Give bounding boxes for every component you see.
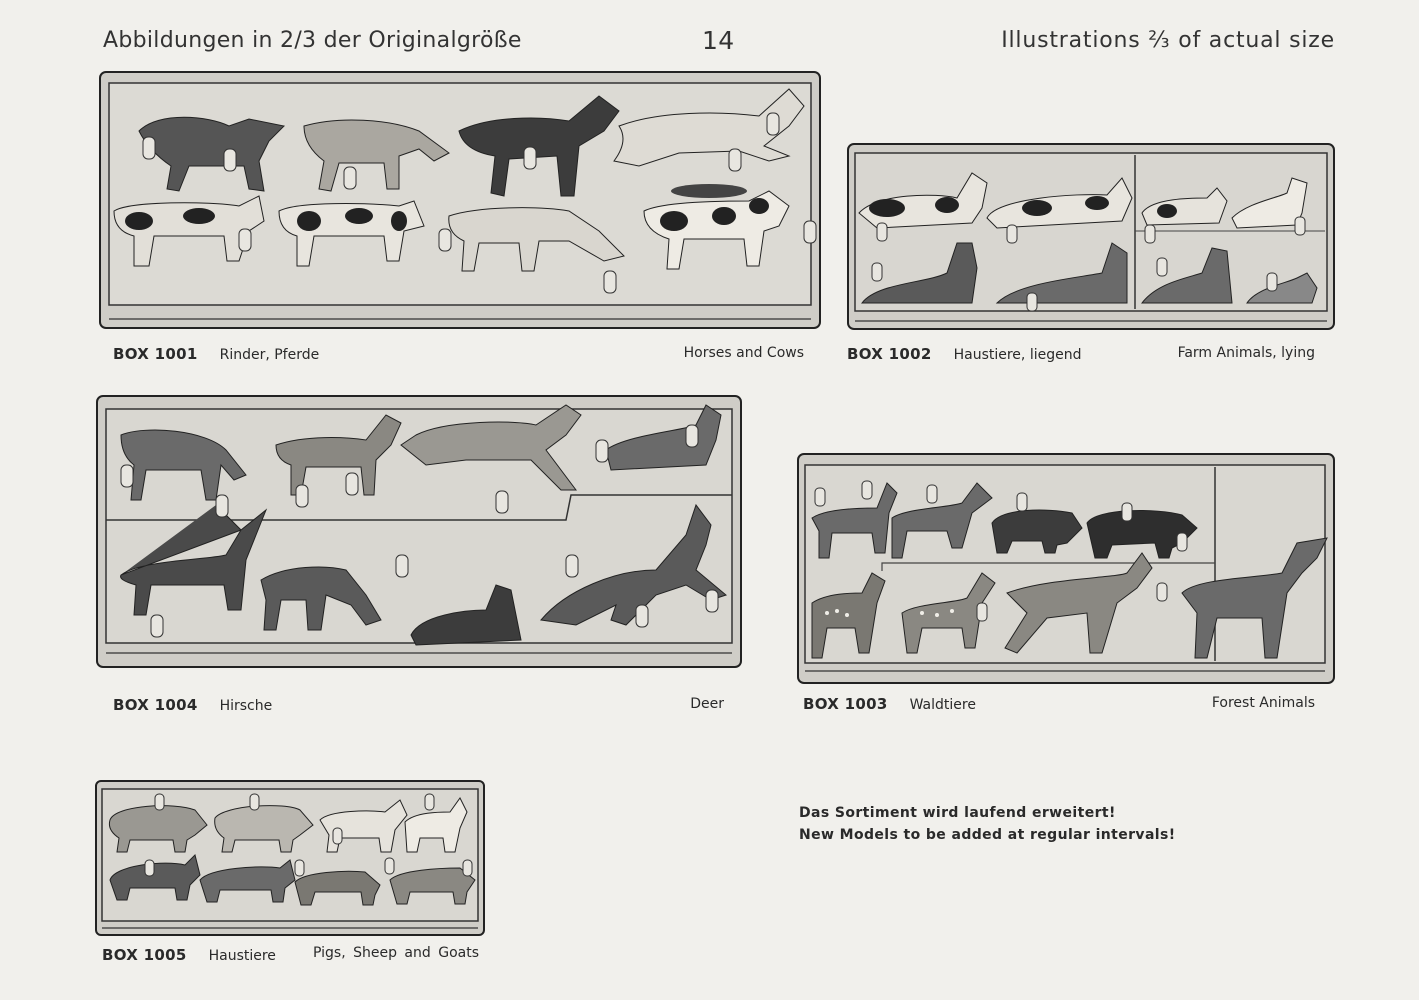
box-1002-english: Farm Animals, lying [1177, 345, 1315, 361]
box-1003-illustration [797, 453, 1335, 684]
box-german-title: Hirsche [219, 698, 273, 714]
box-number: BOX 1004 [113, 696, 198, 714]
header-german: Abbildungen in 2/3 der Originalgröße [103, 28, 522, 53]
box-1005-illustration [95, 780, 485, 936]
box-1002-illustration [847, 143, 1335, 330]
box-1005-english: Pigs, Sheep and Goats [313, 945, 479, 961]
note-english: New Models to be added at regular intervals! [799, 827, 1176, 843]
box-1004-illustration [96, 395, 742, 668]
box-german-title: Rinder, Pferde [219, 347, 320, 363]
box-1003-english: Forest Animals [1211, 695, 1315, 711]
box-number: BOX 1003 [803, 695, 888, 713]
box-1005-caption [102, 946, 276, 964]
box-german-title: Haustiere [208, 948, 276, 964]
box-1004-english: Deer [690, 696, 724, 712]
box-1002-caption [847, 345, 1081, 363]
box-number: BOX 1002 [847, 345, 932, 363]
header-english: Illustrations ⅔ of actual size [1001, 28, 1335, 53]
box-1003-caption [803, 695, 976, 713]
box-1001-caption [113, 345, 319, 363]
box-german-title: Waldtiere [909, 697, 976, 713]
box-1001-illustration [99, 71, 821, 329]
box-number: BOX 1005 [102, 946, 187, 964]
box-german-title: Haustiere, liegend [953, 347, 1082, 363]
page-number: 14 [702, 26, 735, 55]
box-number: BOX 1001 [113, 345, 198, 363]
box-1001-english: Horses and Cows [683, 345, 804, 361]
range-note [799, 802, 1176, 846]
note-german: Das Sortiment wird laufend erweitert! [799, 805, 1116, 821]
box-1004-caption [113, 696, 272, 714]
